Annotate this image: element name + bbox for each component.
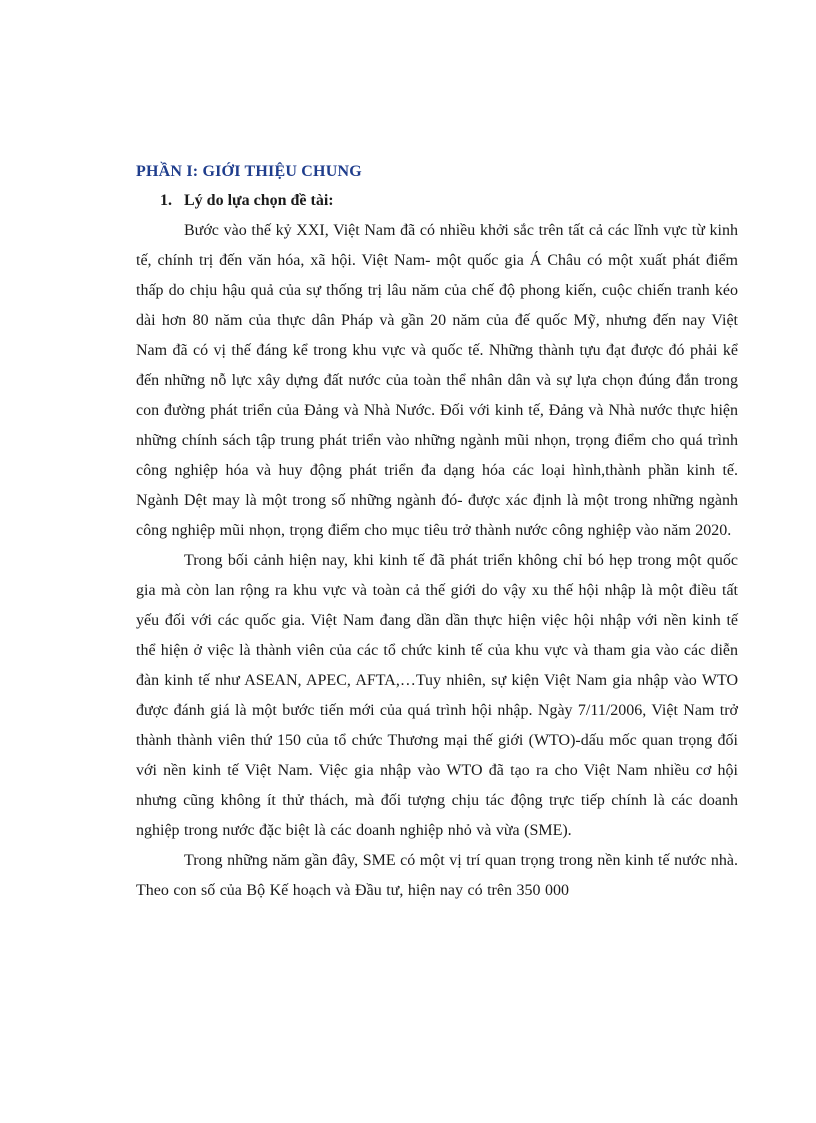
paragraph: Trong bối cảnh hiện nay, khi kinh tế đã phát triển không chỉ bó hẹp trong một quốc gia mà còn lan rộng ra khu vực và toàn cả thế giới do vậy xu thế hội nhập là một điều tất yếu đối với các quốc gia. Việt Nam đang dần dần thực hiện việc hội nhập với nền kinh tế thể hiện ở việc là thành viên của các tổ chức kinh tế của khu vực và tham gia vào các diễn đàn kinh tế như ASEAN, APEC, AFTA,…Tuy nhiên, sự kiện Việt Nam gia nhập vào WTO được đánh giá là một bước tiến mới của quá trình hội nhập. Ngày 7/11/2006, Việt Nam trở thành thành viên thứ 150 của tổ chức Thương mại thế giới (WTO)-dấu mốc quan trọng đối với nền kinh tế Việt Nam. Việc gia nhập vào WTO đã tạo ra cho Việt Nam nhiều cơ hội nhưng cũng không ít thử thách, mà đối tượng chịu tác động trực tiếp chính là các doanh nghiệp trong nước đặc biệt là các doanh nghiệp nhỏ và vừa (SME). — [136, 552, 738, 839]
part-title: PHẦN I: GIỚI THIỆU CHUNG — [136, 163, 362, 180]
section-title: Lý do lựa chọn đề tài: — [184, 192, 334, 209]
section-heading — [160, 192, 334, 210]
paragraph: Trong những năm gần đây, SME có một vị trí quan trọng trong nền kinh tế nước nhà. Theo con số của Bộ Kế hoạch và Đầu tư, hiện nay có trên 350 000 — [136, 852, 738, 899]
paragraph: Bước vào thế kỷ XXI, Việt Nam đã có nhiều khởi sắc trên tất cả các lĩnh vực từ kinh tế, chính trị đến văn hóa, xã hội. Việt Nam- một quốc gia Á Châu có một xuất phát điểm thấp do chịu hậu quả của sự thống trị lâu năm của chế độ phong kiến, cuộc chiến tranh kéo dài hơn 80 năm của thực dân Pháp và gần 20 năm của đế quốc Mỹ, nhưng đến nay Việt Nam đã có vị thế đáng kể trong khu vực và quốc tế. Những thành tựu đạt được đó phải kể đến những nỗ lực xây dựng đất nước của toàn thể nhân dân và sự lựa chọn đúng đắn trong con đường phát triển của Đảng và Nhà Nước. Đối với kinh tế, Đảng và Nhà nước thực hiện những chính sách tập trung phát triển vào những ngành mũi nhọn, trọng điểm cho quá trình công nghiệp hóa và huy động phát triển đa dạng hóa các loại hình,thành phần kinh tế. Ngành Dệt may là một trong số những ngành đó- được xác định là một trong những ngành công nghiệp mũi nhọn, trọng điểm cho mục tiêu trở thành nước công nghiệp vào năm 2020. — [136, 222, 738, 539]
section-number: 1. — [160, 192, 172, 209]
body-text — [136, 216, 738, 906]
